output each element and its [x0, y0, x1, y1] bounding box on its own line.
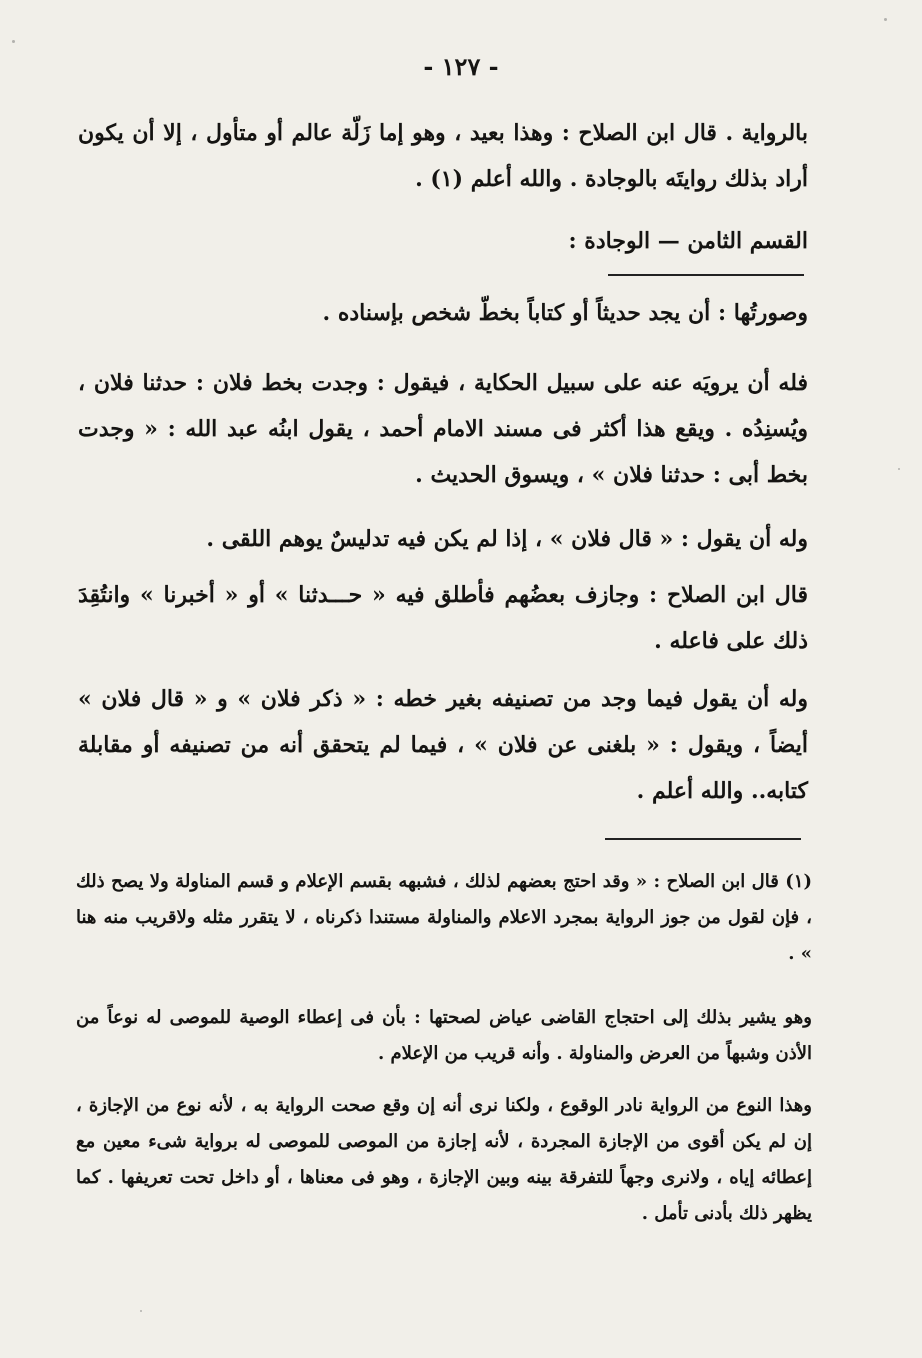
- saying-paragraph: وله أن يقول : « قال فلان » ، إذا لم يكن فيه تدليسٌ يوهم اللقى .: [206, 526, 808, 552]
- paper-speck: [140, 1310, 142, 1312]
- footnote-separator: [605, 838, 801, 840]
- definition-paragraph: وصورتُها : أن يجد حديثاً أو كتاباً بخطّ شخص بإسناده .: [322, 300, 808, 326]
- paper-speck: [898, 468, 900, 470]
- paper-speck: [12, 40, 15, 43]
- section-heading: القسم الثامن — الوجادة :: [568, 228, 808, 254]
- heading-underline: [608, 274, 804, 276]
- ibn-salah-paragraph: قال ابن الصلاح : وجازف بعضُهم فأطلق فيه « حـــدثنا » أو « أخبرنا » وانتُقِدَ ذلك على فاعله .: [78, 582, 808, 654]
- page-number: - ١٢٧ -: [423, 52, 499, 81]
- paper-speck: [884, 18, 887, 21]
- intro-paragraph: بالرواية . قال ابن الصلاح : وهذا بعيد ، وهو إما زَلّة عالم أو متأول ، إلا أن يكون أراد بذلك روايتَه بالوجادة . والله أعلم (١) .: [78, 120, 808, 192]
- footnote-paragraph-3: وهذا النوع من الرواية نادر الوقوع ، ولكنا نرى أنه إن وقع صحت الرواية به ، لأنه نوع من الإجازة ، إن لم يكن أقوى من الإجازة المجردة ، لأنه إجازة من الموصى للموصى له برواية شىء معين مع إعطائه إياه ، ولانرى وجهاً للتفرقة بينه وبين الإجازة ، وهو فى معناها ، أو داخل تحت تعريفها . كما يظهر ذلك بأدنى تأمل .: [76, 1095, 812, 1224]
- closing-paragraph: وله أن يقول فيما وجد من تصنيفه بغير خطه : « ذكر فلان » و « قال فلان » أيضاً ، ويقول : « بلغنى عن فلان » ، فيما لم يتحقق أنه من تصنيفه أو مقابلة كتابه.. والله أعلم .: [78, 686, 808, 804]
- narration-paragraph: فله أن يرويَه عنه على سبيل الحكاية ، فيقول : وجدت بخط فلان : حدثنا فلان ، ويُسنِدُه . ويقع هذا أكثر فى مسند الامام أحمد ، يقول ابنُه عبد الله : « وجدت بخط أبى : حدثنا فلان » ، ويسوق الحديث .: [78, 370, 808, 488]
- footnote-paragraph-2: وهو يشير بذلك إلى احتجاج القاضى عياض لصحتها : بأن فى إعطاء الوصية للموصى له نوعاً من الأذن وشبهاً من العرض والمناولة . وأنه قريب من الإعلام .: [76, 1007, 812, 1064]
- footnote-1: (١) قال ابن الصلاح : « وقد احتج بعضهم لذلك ، فشبهه بقسم الإعلام و قسم المناولة ولا يصح ذلك ، فإن لقول من جوز الرواية بمجرد الاعلام والمناولة مستندا ذكرناه ، لا يتقرر مثله ولاقريب منه هنا » .: [76, 871, 812, 964]
